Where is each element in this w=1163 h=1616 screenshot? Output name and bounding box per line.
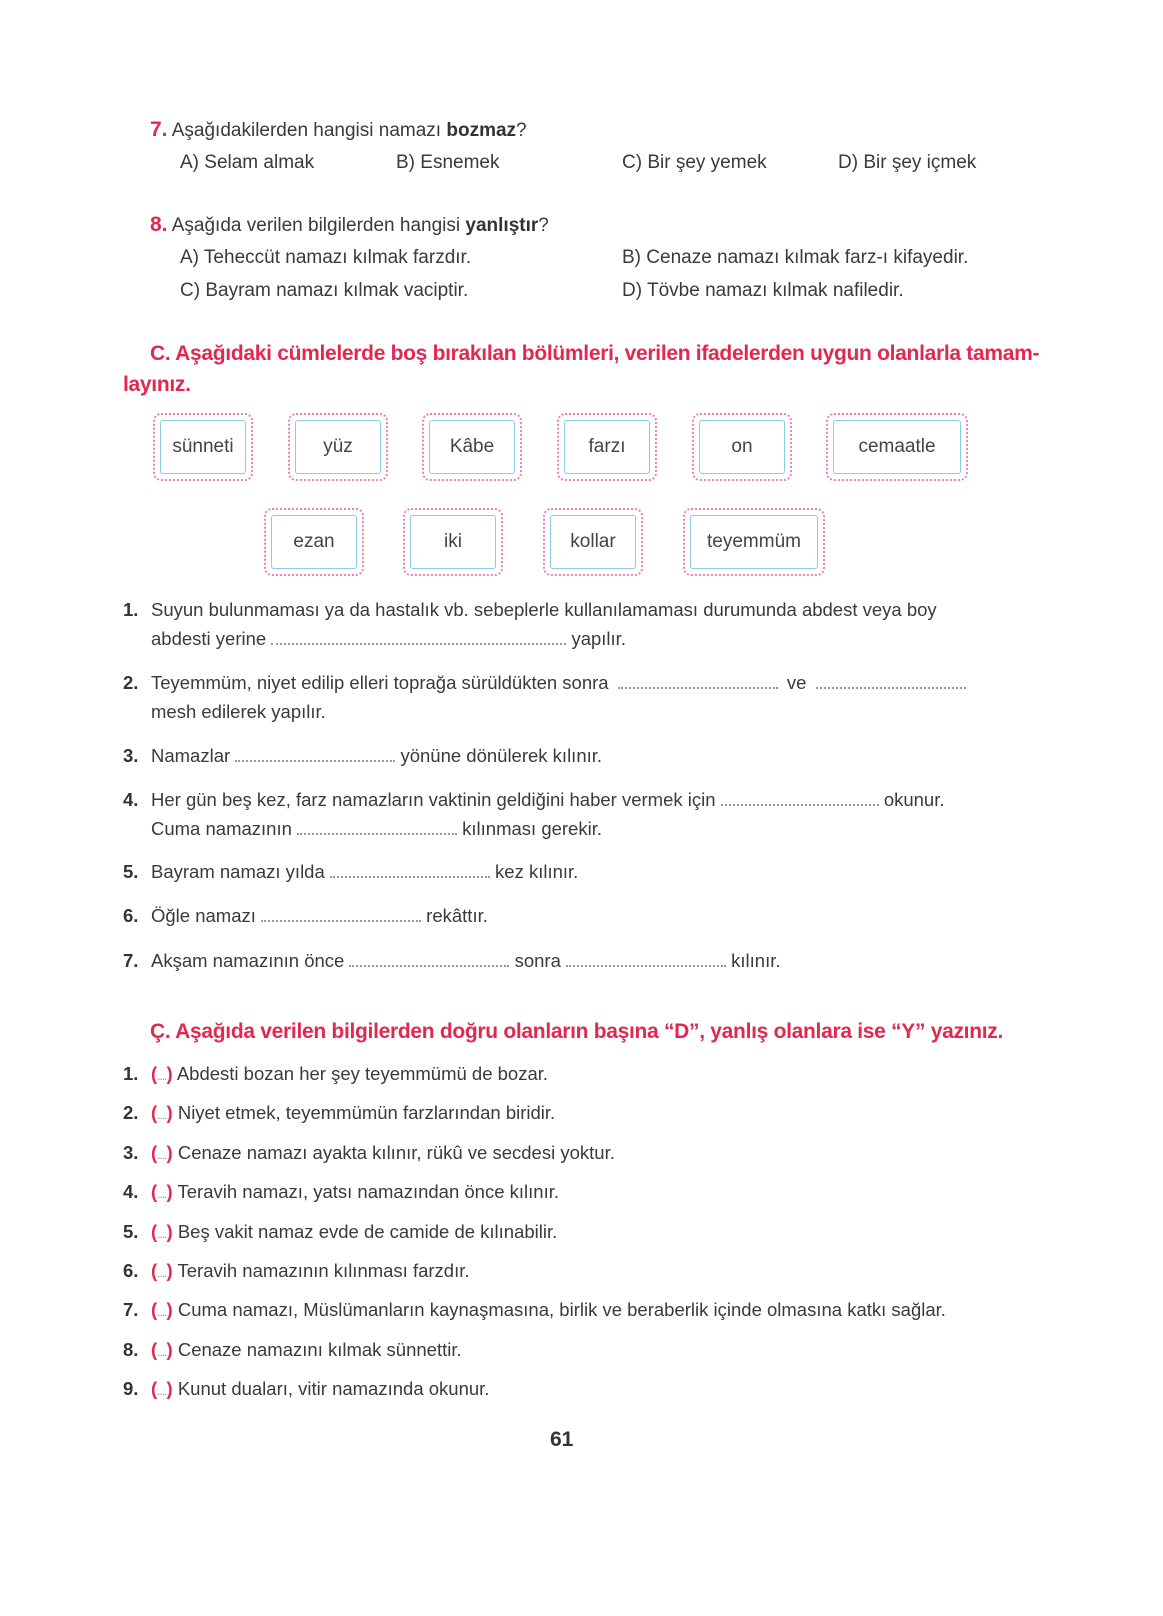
item-text: Cuma namazının bbox=[151, 818, 292, 839]
fill-item-3 bbox=[123, 745, 602, 767]
item-text: Teravih namazı, yatsı namazından önce kılınır. bbox=[177, 1181, 559, 1203]
question-keyword: bozmaz bbox=[446, 120, 517, 141]
answer-blank[interactable]: .... bbox=[157, 1147, 167, 1162]
answer-paren-open: ( bbox=[151, 1220, 158, 1242]
item-number: 3. bbox=[123, 1141, 139, 1163]
fill-item-4-line2 bbox=[151, 818, 602, 840]
question-text: Aşağıdakilerden hangisi namazı bbox=[171, 120, 447, 141]
answer-blank[interactable]: .... bbox=[157, 1226, 167, 1241]
item-text: yönüne dönülerek kılınır. bbox=[400, 745, 603, 766]
item-text: rekâttır. bbox=[426, 905, 488, 926]
item-text: Abdesti bozan her şey teyemmümü de bozar. bbox=[176, 1063, 549, 1084]
question-7 bbox=[150, 118, 527, 142]
word-box-label: teyemmüm bbox=[690, 515, 818, 569]
answer-paren-open: ( bbox=[151, 1181, 158, 1203]
blank[interactable] bbox=[618, 675, 778, 689]
answer-paren-open: ( bbox=[151, 1063, 158, 1084]
item-number: 4. bbox=[123, 789, 139, 810]
item-number: 9. bbox=[123, 1378, 139, 1400]
item-number: 5. bbox=[123, 861, 139, 882]
item-number: 8. bbox=[123, 1338, 139, 1360]
true-false-list bbox=[123, 1063, 946, 1418]
item-text: kılınması gerekir. bbox=[462, 818, 602, 839]
option-d: D) Tövbe namazı kılmak nafiledir. bbox=[622, 280, 904, 301]
blank[interactable] bbox=[330, 864, 490, 878]
item-text: Beş vakit namaz evde de camide de kılınabilir. bbox=[177, 1220, 558, 1242]
option-a: A) Selam almak bbox=[180, 152, 315, 173]
item-text: okunur. bbox=[883, 789, 945, 810]
item-text: Öğle namazı bbox=[151, 905, 256, 926]
list-item bbox=[123, 1063, 946, 1102]
word-box-label: iki bbox=[410, 515, 496, 569]
word-box-label: on bbox=[699, 420, 785, 474]
section-c-title-line1: C. Aşağıdaki cümlelerde boş bırakılan bölümleri, verilen ifadelerden uygun olanlarla tamam- bbox=[150, 342, 1040, 365]
question-number: 7. bbox=[150, 118, 168, 141]
fill-item-1-line2 bbox=[151, 628, 626, 650]
option-c: C) Bir şey yemek bbox=[622, 152, 767, 173]
answer-paren-open: ( bbox=[151, 1338, 158, 1360]
answer-paren-close: ) bbox=[166, 1259, 173, 1281]
item-text: Cenaze namazı ayakta kılınır, rükû ve secdesi yoktur. bbox=[177, 1141, 615, 1163]
item-number: 5. bbox=[123, 1220, 139, 1242]
question-mark: ? bbox=[516, 120, 527, 141]
option-b: B) Esnemek bbox=[396, 152, 500, 173]
question-keyword: yanlıştır bbox=[465, 215, 539, 236]
item-text: Kunut duaları, vitir namazında okunur. bbox=[177, 1378, 490, 1400]
word-box-label: yüz bbox=[295, 420, 381, 474]
option-d: D) Bir şey içmek bbox=[838, 152, 977, 173]
list-item bbox=[123, 1378, 946, 1417]
fill-item-2 bbox=[123, 672, 966, 694]
word-box bbox=[288, 413, 388, 481]
word-box-label: ezan bbox=[271, 515, 357, 569]
item-text: Cenaze namazını kılmak sünnettir. bbox=[177, 1338, 462, 1360]
answer-blank[interactable]: .... bbox=[157, 1265, 167, 1280]
blank[interactable] bbox=[271, 631, 566, 645]
answer-paren-close: ) bbox=[166, 1299, 173, 1321]
list-item bbox=[123, 1260, 946, 1299]
answer-paren-open: ( bbox=[151, 1378, 158, 1400]
word-box bbox=[264, 508, 364, 576]
answer-blank[interactable]: .... bbox=[157, 1069, 167, 1083]
answer-paren-open: ( bbox=[151, 1259, 158, 1281]
option-b: B) Cenaze namazı kılmak farz-ı kifayedir. bbox=[622, 247, 969, 268]
list-item bbox=[123, 1221, 946, 1260]
item-number: 7. bbox=[123, 950, 139, 971]
item-text: ve bbox=[786, 672, 807, 693]
blank[interactable] bbox=[566, 953, 726, 967]
item-text: Namazlar bbox=[151, 745, 231, 766]
fill-item-4 bbox=[123, 789, 945, 811]
item-text: Akşam namazının önce bbox=[151, 950, 345, 971]
list-item bbox=[123, 1299, 946, 1338]
blank[interactable] bbox=[349, 953, 509, 967]
item-number: 7. bbox=[123, 1299, 139, 1321]
answer-paren-close: ) bbox=[166, 1338, 173, 1360]
word-box bbox=[557, 413, 657, 481]
item-number: 4. bbox=[123, 1181, 139, 1203]
answer-paren-close: ) bbox=[166, 1378, 173, 1400]
blank[interactable] bbox=[816, 675, 966, 689]
question-mark: ? bbox=[538, 215, 549, 236]
word-box bbox=[826, 413, 968, 481]
item-text: Bayram namazı yılda bbox=[151, 861, 325, 882]
blank[interactable] bbox=[261, 908, 421, 922]
item-text: yapılır. bbox=[571, 628, 626, 649]
page-number: 61 bbox=[550, 1428, 574, 1451]
answer-paren-open: ( bbox=[151, 1102, 158, 1124]
item-number: 1. bbox=[123, 599, 139, 620]
answer-blank[interactable]: .... bbox=[157, 1344, 167, 1359]
item-number: 2. bbox=[123, 672, 139, 693]
question-8 bbox=[150, 213, 549, 237]
item-text: Her gün beş kez, farz namazların vaktinin geldiğini haber vermek için bbox=[151, 789, 716, 810]
word-box bbox=[692, 413, 792, 481]
option-c: C) Bayram namazı kılmak vaciptir. bbox=[180, 280, 469, 301]
section-c-title-line2: layınız. bbox=[123, 373, 191, 396]
item-text: sonra bbox=[514, 950, 561, 971]
question-text: Aşağıda verilen bilgilerden hangisi bbox=[171, 215, 466, 236]
item-text: mesh edilerek yapılır. bbox=[151, 701, 326, 722]
answer-blank[interactable]: .... bbox=[157, 1187, 167, 1202]
item-text: Teyemmüm, niyet edilip elleri toprağa sürüldükten sonra bbox=[151, 672, 609, 693]
blank[interactable] bbox=[297, 821, 457, 835]
question-number: 8. bbox=[150, 213, 168, 236]
list-item bbox=[123, 1142, 946, 1181]
word-box-label: sünneti bbox=[160, 420, 246, 474]
answer-paren-close: ) bbox=[166, 1102, 173, 1124]
word-box bbox=[153, 413, 253, 481]
fill-item-1 bbox=[123, 599, 1003, 621]
fill-item-5 bbox=[123, 861, 578, 883]
list-item bbox=[123, 1102, 946, 1141]
word-box-label: cemaatle bbox=[833, 420, 961, 474]
word-box-label: Kâbe bbox=[429, 420, 515, 474]
item-text: kez kılınır. bbox=[495, 861, 579, 882]
answer-blank[interactable]: .... bbox=[157, 1384, 167, 1399]
list-item bbox=[123, 1339, 946, 1378]
answer-paren-close: ) bbox=[166, 1141, 173, 1163]
answer-blank[interactable]: .... bbox=[157, 1305, 167, 1320]
list-item bbox=[123, 1181, 946, 1220]
item-text: Suyun bulunmaması ya da hastalık vb. sebeplerle kullanılamaması durumunda abdest veya boy bbox=[151, 599, 937, 620]
blank[interactable] bbox=[721, 792, 879, 806]
item-number: 1. bbox=[123, 1063, 139, 1084]
item-text: abdesti yerine bbox=[151, 628, 267, 649]
word-box bbox=[543, 508, 643, 576]
section-cc-title: Ç. Aşağıda verilen bilgilerden doğru olanların başına “D”, yanlış olanlara ise “Y” yazınız. bbox=[150, 1020, 1003, 1043]
item-number: 2. bbox=[123, 1102, 139, 1124]
item-number: 3. bbox=[123, 745, 139, 766]
fill-item-6 bbox=[123, 905, 488, 927]
item-text: kılınır. bbox=[731, 950, 781, 971]
word-box-label: kollar bbox=[550, 515, 636, 569]
answer-blank[interactable]: .... bbox=[157, 1108, 167, 1123]
answer-paren-close: ) bbox=[166, 1063, 173, 1084]
word-box bbox=[403, 508, 503, 576]
word-box bbox=[683, 508, 825, 576]
item-number: 6. bbox=[123, 1259, 139, 1281]
answer-paren-close: ) bbox=[166, 1220, 173, 1242]
word-box bbox=[422, 413, 522, 481]
option-a: A) Teheccüt namazı kılmak farzdır. bbox=[180, 247, 472, 268]
item-text: Teravih namazının kılınması farzdır. bbox=[177, 1259, 470, 1281]
item-text: Cuma namazı, Müslümanların kaynaşmasına, birlik ve beraberlik içinde olmasına katkı sağlar. bbox=[177, 1299, 946, 1321]
word-box-label: farzı bbox=[564, 420, 650, 474]
fill-item-7 bbox=[123, 950, 781, 972]
blank[interactable] bbox=[235, 748, 395, 762]
answer-paren-close: ) bbox=[166, 1181, 173, 1203]
answer-paren-open: ( bbox=[151, 1299, 158, 1321]
answer-paren-open: ( bbox=[151, 1141, 158, 1163]
item-text: Niyet etmek, teyemmümün farzlarından biridir. bbox=[177, 1102, 556, 1124]
item-number: 6. bbox=[123, 905, 139, 926]
